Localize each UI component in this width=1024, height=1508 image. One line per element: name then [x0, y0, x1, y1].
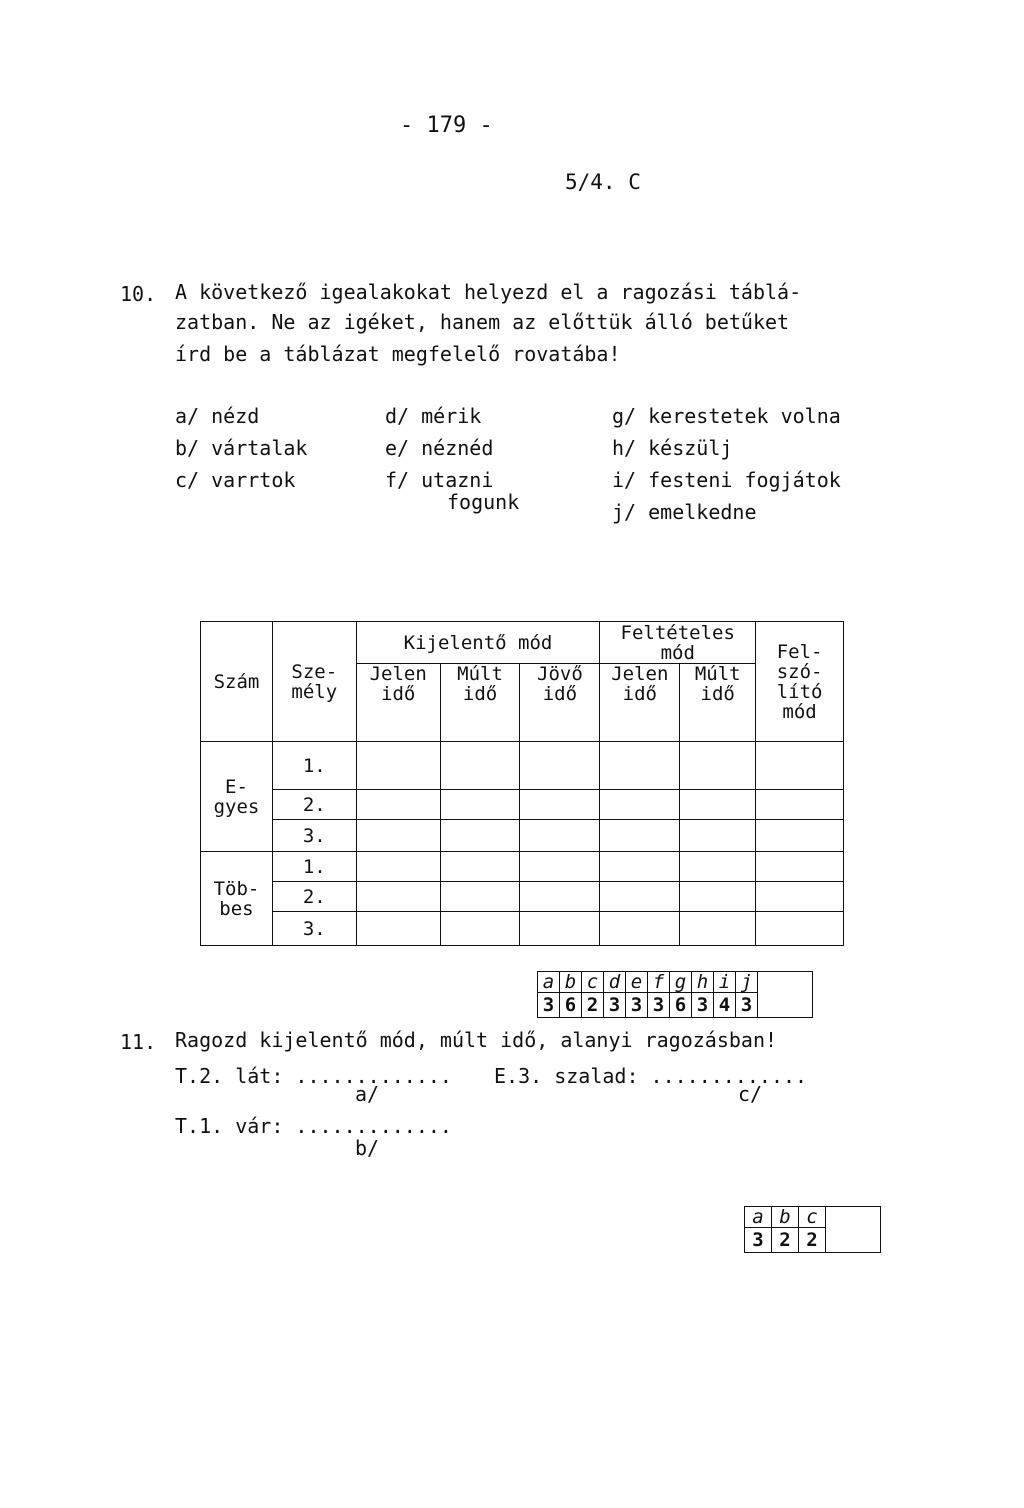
- answer-cell[interactable]: [756, 742, 844, 790]
- score-letter: b: [560, 972, 582, 993]
- exercise-11-score-box: [744, 1206, 881, 1253]
- score-total-box[interactable]: [758, 972, 813, 1018]
- header-felt-mult: Múlt idő: [680, 664, 756, 742]
- verb-g: g/ kerestetek volna: [612, 404, 841, 428]
- score-value: 3: [538, 993, 560, 1018]
- score-value: 3: [648, 993, 670, 1018]
- answer-cell[interactable]: [600, 912, 680, 946]
- exercise-10-line-3: írd be a táblázat megfelelő rovatába!: [175, 342, 621, 366]
- score-value: 3: [736, 993, 758, 1018]
- score-value: 3: [692, 993, 714, 1018]
- score-total-box[interactable]: [826, 1207, 881, 1253]
- verb-c: c/ varrtok: [175, 468, 296, 492]
- score-letter: b: [772, 1207, 799, 1228]
- header-felteteles-mod: Feltételes mód: [600, 622, 756, 664]
- answer-cell[interactable]: [600, 742, 680, 790]
- header-kij-jelen: Jelen idő: [356, 664, 440, 742]
- answer-cell[interactable]: [356, 912, 440, 946]
- answer-cell[interactable]: [440, 742, 520, 790]
- answer-cell[interactable]: [356, 852, 440, 882]
- exercise-11-t1: T.1. vár: .............: [175, 1114, 452, 1138]
- answer-cell[interactable]: [440, 882, 520, 912]
- exercise-10-line-1: A következő igealakokat helyezd el a ragozási táblá-: [175, 280, 802, 304]
- answer-cell[interactable]: [756, 852, 844, 882]
- header-szam: Szám: [201, 622, 273, 742]
- score-letter: a: [745, 1207, 772, 1228]
- answer-cell[interactable]: [356, 742, 440, 790]
- exercise-11-a-label: a/: [355, 1082, 380, 1106]
- verb-f-cont: fogunk: [447, 490, 520, 514]
- answer-cell[interactable]: [520, 852, 600, 882]
- exercise-10-line-2: zatban. Ne az igéket, hanem az előttük álló betűket: [175, 310, 790, 334]
- answer-cell[interactable]: [600, 790, 680, 820]
- answer-cell[interactable]: [680, 852, 756, 882]
- header-kij-mult: Múlt idő: [440, 664, 520, 742]
- answer-cell[interactable]: [600, 852, 680, 882]
- score-value: 6: [560, 993, 582, 1018]
- header-kij-jovo: Jövő idő: [520, 664, 600, 742]
- score-letter: d: [604, 972, 626, 993]
- answer-cell[interactable]: [756, 820, 844, 852]
- exercise-10-score-box: [537, 971, 813, 1018]
- answer-cell[interactable]: [440, 852, 520, 882]
- person-row-label: 2.: [272, 790, 356, 820]
- answer-cell[interactable]: [440, 820, 520, 852]
- conjugation-table: [200, 621, 844, 946]
- answer-cell[interactable]: [520, 912, 600, 946]
- verb-j: j/ emelkedne: [612, 500, 757, 524]
- exercise-11-t2: T.2. lát: .............: [175, 1064, 452, 1088]
- answer-cell[interactable]: [680, 790, 756, 820]
- score-letter: h: [692, 972, 714, 993]
- answer-cell[interactable]: [440, 912, 520, 946]
- answer-cell[interactable]: [356, 790, 440, 820]
- person-row-label: 1.: [272, 852, 356, 882]
- answer-cell[interactable]: [520, 742, 600, 790]
- score-value: 3: [604, 993, 626, 1018]
- header-felt-jelen: Jelen idő: [600, 664, 680, 742]
- answer-cell[interactable]: [680, 742, 756, 790]
- answer-cell[interactable]: [600, 882, 680, 912]
- exercise-10-number: 10.: [120, 282, 157, 306]
- score-value: 2: [772, 1228, 799, 1253]
- exercise-11-b-label: b/: [355, 1136, 380, 1160]
- header-felszolito-mod: Fel- szó- lító mód: [756, 622, 844, 742]
- header-szemely: Sze- mély: [272, 622, 356, 742]
- score-value: 2: [799, 1228, 826, 1253]
- score-letter: g: [670, 972, 692, 993]
- score-value: 4: [714, 993, 736, 1018]
- answer-cell[interactable]: [520, 882, 600, 912]
- person-row-label: 1.: [272, 742, 356, 790]
- exercise-11-number: 11.: [120, 1030, 157, 1054]
- answer-cell[interactable]: [440, 790, 520, 820]
- answer-cell[interactable]: [680, 820, 756, 852]
- score-letter: a: [538, 972, 560, 993]
- answer-cell[interactable]: [680, 882, 756, 912]
- score-letter: f: [648, 972, 670, 993]
- score-letter: c: [582, 972, 604, 993]
- score-letter: c: [799, 1207, 826, 1228]
- verb-d: d/ mérik: [385, 404, 482, 428]
- answer-cell[interactable]: [600, 820, 680, 852]
- group-egyes: E- gyes: [201, 742, 273, 852]
- score-value: 6: [670, 993, 692, 1018]
- header-kijelento-mod: Kijelentő mód: [356, 622, 600, 664]
- answer-cell[interactable]: [756, 882, 844, 912]
- score-value: 2: [582, 993, 604, 1018]
- verb-i: i/ festeni fogjátok: [612, 468, 841, 492]
- exercise-11-e3: E.3. szalad: .............: [494, 1064, 808, 1088]
- section-code: 5/4. C: [565, 170, 641, 194]
- score-letter: i: [714, 972, 736, 993]
- person-row-label: 3.: [272, 912, 356, 946]
- group-tobbes: Töb- bes: [201, 852, 273, 946]
- exercise-11-c-label: c/: [738, 1082, 763, 1106]
- score-letter: e: [626, 972, 648, 993]
- page-number: - 179 -: [400, 113, 493, 138]
- answer-cell[interactable]: [756, 790, 844, 820]
- person-row-label: 2.: [272, 882, 356, 912]
- score-value: 3: [626, 993, 648, 1018]
- verb-a: a/ nézd: [175, 404, 260, 428]
- person-row-label: 3.: [272, 820, 356, 852]
- exercise-11-instruction: Ragozd kijelentő mód, múlt idő, alanyi ragozásban!: [175, 1028, 778, 1052]
- answer-cell[interactable]: [756, 912, 844, 946]
- verb-f: f/ utazni: [385, 468, 494, 492]
- score-letter: j: [736, 972, 758, 993]
- verb-h: h/ készülj: [612, 436, 733, 460]
- answer-cell[interactable]: [356, 820, 440, 852]
- score-value: 3: [745, 1228, 772, 1253]
- answer-cell[interactable]: [680, 912, 756, 946]
- answer-cell[interactable]: [356, 882, 440, 912]
- answer-cell[interactable]: [520, 820, 600, 852]
- answer-cell[interactable]: [520, 790, 600, 820]
- verb-b: b/ vártalak: [175, 436, 308, 460]
- verb-e: e/ néznéd: [385, 436, 494, 460]
